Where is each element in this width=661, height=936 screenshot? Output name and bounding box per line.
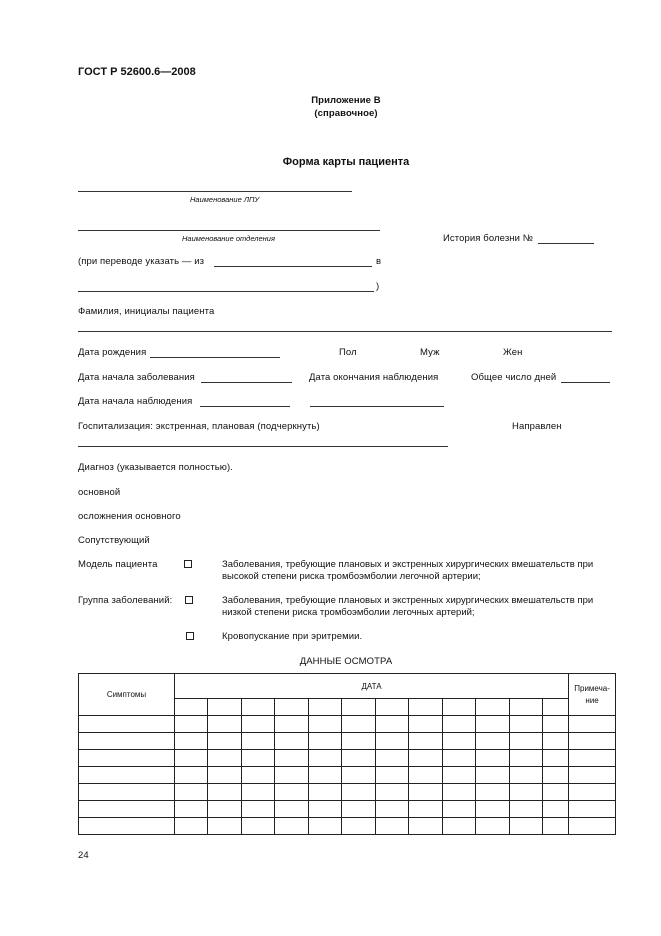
table-cell[interactable] (275, 784, 309, 801)
table-cell[interactable] (443, 750, 476, 767)
table-cell[interactable] (175, 801, 208, 818)
option1-text-line1: Заболевания, требующие плановых и экстренных хирургических вмешательств при (222, 559, 594, 570)
table-cell[interactable] (543, 818, 569, 835)
note-header-line1: Примеча- (574, 683, 610, 693)
date-cell[interactable] (409, 699, 443, 716)
note-header (569, 674, 616, 716)
table-cell[interactable] (376, 784, 409, 801)
table-cell[interactable] (376, 801, 409, 818)
date-cell[interactable] (476, 699, 510, 716)
onset-date-label: Дата начала заболевания (78, 372, 195, 383)
table-cell[interactable] (275, 818, 309, 835)
transfer-from-line[interactable] (214, 266, 372, 267)
date-cell[interactable] (208, 699, 242, 716)
date-cell[interactable] (175, 699, 208, 716)
table-cell[interactable] (275, 750, 309, 767)
note-header-line2: ние (585, 695, 599, 705)
disease-group-label: Группа заболеваний: (78, 595, 173, 606)
table-cell[interactable] (376, 818, 409, 835)
sex-male-option[interactable]: Муж (420, 347, 440, 358)
onset-date-line[interactable] (201, 382, 292, 383)
table-row (79, 784, 616, 801)
table-cell[interactable] (208, 801, 242, 818)
symptoms-header: Симптомы (79, 674, 175, 716)
table-cell[interactable] (510, 784, 543, 801)
table-cell[interactable] (543, 716, 569, 733)
table-cell[interactable] (242, 767, 275, 784)
sex-label: Пол (339, 347, 357, 358)
table-cell[interactable] (409, 750, 443, 767)
history-number-line[interactable] (538, 243, 594, 244)
hospitalization-label: Госпитализация: экстренная, плановая (подчеркнуть) (78, 421, 320, 432)
concomitant-label: Сопутствующий (78, 535, 150, 546)
complications-label: осложнения основного (78, 511, 181, 522)
table-cell[interactable] (476, 818, 510, 835)
note-cell[interactable] (569, 767, 616, 784)
table-cell[interactable] (543, 801, 569, 818)
table-cell[interactable] (409, 818, 443, 835)
patient-model-label: Модель пациента (78, 559, 158, 570)
note-cell[interactable] (569, 750, 616, 767)
symptom-cell[interactable] (79, 767, 175, 784)
date-cell[interactable] (275, 699, 309, 716)
table-cell[interactable] (275, 801, 309, 818)
table-cell[interactable] (309, 784, 342, 801)
date-cell[interactable] (376, 699, 409, 716)
exam-table (78, 673, 616, 835)
observation-start-label: Дата начала наблюдения (78, 396, 193, 407)
table-cell[interactable] (510, 750, 543, 767)
table-cell[interactable] (208, 767, 242, 784)
table-cell[interactable] (543, 767, 569, 784)
table-cell[interactable] (376, 750, 409, 767)
transfer-prefix: (при переводе указать — из (78, 256, 205, 267)
table-cell[interactable] (510, 733, 543, 750)
table-row (79, 750, 616, 767)
directed-label: Направлен (512, 421, 562, 432)
note-cell[interactable] (569, 716, 616, 733)
appendix-subtitle: (справочное) (314, 108, 378, 119)
standard-code: ГОСТ Р 52600.6—2008 (78, 66, 196, 78)
table-cell[interactable] (409, 801, 443, 818)
table-cell[interactable] (208, 750, 242, 767)
table-cell[interactable] (476, 784, 510, 801)
table-cell[interactable] (242, 801, 275, 818)
form-title: Форма карты пациента (282, 156, 410, 168)
lpu-line[interactable] (78, 191, 352, 192)
lpu-caption: Наименование ЛПУ (190, 195, 260, 204)
transfer-to-label: в (376, 256, 382, 267)
table-cell[interactable] (476, 716, 510, 733)
table-cell[interactable] (175, 784, 208, 801)
symptom-cell[interactable] (79, 818, 175, 835)
table-cell[interactable] (242, 733, 275, 750)
table-cell[interactable] (409, 784, 443, 801)
table-cell[interactable] (342, 784, 376, 801)
table-cell[interactable] (175, 750, 208, 767)
date-header: ДАТА (175, 674, 569, 699)
table-cell[interactable] (275, 716, 309, 733)
date-cell[interactable] (443, 699, 476, 716)
total-days-line[interactable] (561, 382, 610, 383)
table-row (79, 767, 616, 784)
option2-text-line1: Заболевания, требующие плановых и экстренных хирургических вмешательств при (222, 595, 594, 606)
hospitalization-line[interactable] (78, 446, 448, 447)
table-cell[interactable] (543, 733, 569, 750)
total-days-label: Общее число дней (471, 372, 557, 383)
table-cell[interactable] (275, 733, 309, 750)
option3-text: Кровопускание при эритремии. (222, 631, 363, 642)
table-cell[interactable] (242, 716, 275, 733)
date-cell[interactable] (342, 699, 376, 716)
table-cell[interactable] (342, 733, 376, 750)
table-cell[interactable] (175, 733, 208, 750)
table-cell[interactable] (342, 801, 376, 818)
table-cell[interactable] (275, 767, 309, 784)
note-cell[interactable] (569, 733, 616, 750)
table-cell[interactable] (309, 716, 342, 733)
table-cell[interactable] (543, 784, 569, 801)
table-row (79, 716, 616, 733)
date-cell[interactable] (242, 699, 275, 716)
table-row (79, 801, 616, 818)
table-cell[interactable] (342, 818, 376, 835)
table-cell[interactable] (309, 733, 342, 750)
transfer-close: ) (376, 281, 380, 292)
option2-checkbox[interactable] (185, 596, 193, 604)
table-cell[interactable] (510, 818, 543, 835)
table-cell[interactable] (476, 801, 510, 818)
table-cell[interactable] (208, 818, 242, 835)
table-cell[interactable] (342, 767, 376, 784)
table-cell[interactable] (242, 750, 275, 767)
table-cell[interactable] (309, 818, 342, 835)
birth-date-label: Дата рождения (78, 347, 147, 358)
option1-text-line2: высокой степени риска тромбоэмболии легочной артерии; (222, 571, 481, 582)
birth-date-line[interactable] (150, 357, 280, 358)
table-cell[interactable] (342, 750, 376, 767)
symptom-cell[interactable] (79, 784, 175, 801)
table-cell[interactable] (443, 767, 476, 784)
table-cell[interactable] (309, 801, 342, 818)
date-cell[interactable] (510, 699, 543, 716)
exam-title: ДАННЫЕ ОСМОТРА (299, 656, 393, 667)
option3-checkbox[interactable] (186, 632, 194, 640)
department-line[interactable] (78, 230, 380, 231)
table-cell[interactable] (376, 767, 409, 784)
option2-text-line2: низкой степени риска тромбоэмболии легочных артерий; (222, 607, 475, 618)
table-row (79, 818, 616, 835)
end-date-line[interactable] (310, 406, 444, 407)
table-cell[interactable] (443, 818, 476, 835)
table-cell[interactable] (342, 716, 376, 733)
table-cell[interactable] (242, 818, 275, 835)
sex-female-option[interactable]: Жен (503, 347, 523, 358)
date-cell[interactable] (309, 699, 342, 716)
table-cell[interactable] (476, 733, 510, 750)
table-cell[interactable] (409, 767, 443, 784)
transfer-to-line[interactable] (78, 291, 374, 292)
table-cell[interactable] (242, 784, 275, 801)
table-cell[interactable] (376, 716, 409, 733)
table-cell[interactable] (309, 767, 342, 784)
table-cell[interactable] (476, 767, 510, 784)
main-diagnosis-label: основной (78, 487, 121, 498)
table-cell[interactable] (409, 716, 443, 733)
table-cell[interactable] (443, 801, 476, 818)
table-row (79, 733, 616, 750)
table-cell[interactable] (208, 716, 242, 733)
table-cell[interactable] (443, 733, 476, 750)
symptom-cell[interactable] (79, 716, 175, 733)
table-cell[interactable] (376, 733, 409, 750)
table-cell[interactable] (175, 818, 208, 835)
page-number: 24 (78, 850, 89, 861)
table-cell[interactable] (443, 784, 476, 801)
table-cell[interactable] (543, 750, 569, 767)
note-cell[interactable] (569, 801, 616, 818)
symptom-cell[interactable] (79, 801, 175, 818)
symptom-cell[interactable] (79, 733, 175, 750)
note-cell[interactable] (569, 818, 616, 835)
note-cell[interactable] (569, 784, 616, 801)
symptom-cell[interactable] (79, 750, 175, 767)
patient-name-label: Фамилия, инициалы пациента (78, 306, 215, 317)
table-cell[interactable] (208, 784, 242, 801)
table-cell[interactable] (510, 801, 543, 818)
patient-name-line[interactable] (78, 331, 612, 332)
option1-checkbox[interactable] (184, 560, 192, 568)
department-caption: Наименование отделения (182, 234, 275, 243)
history-label: История болезни № (443, 233, 534, 244)
table-cell[interactable] (309, 750, 342, 767)
table-cell[interactable] (510, 767, 543, 784)
end-date-label: Дата окончания наблюдения (309, 372, 439, 383)
diagnosis-label: Диагноз (указывается полностью). (78, 462, 233, 473)
date-cell[interactable] (543, 699, 569, 716)
table-cell[interactable] (208, 733, 242, 750)
table-cell[interactable] (175, 767, 208, 784)
table-cell[interactable] (443, 716, 476, 733)
table-cell[interactable] (476, 750, 510, 767)
table-cell[interactable] (409, 733, 443, 750)
table-cell[interactable] (510, 716, 543, 733)
observation-start-line[interactable] (200, 406, 290, 407)
appendix-title: Приложение В (311, 95, 381, 106)
table-cell[interactable] (175, 716, 208, 733)
